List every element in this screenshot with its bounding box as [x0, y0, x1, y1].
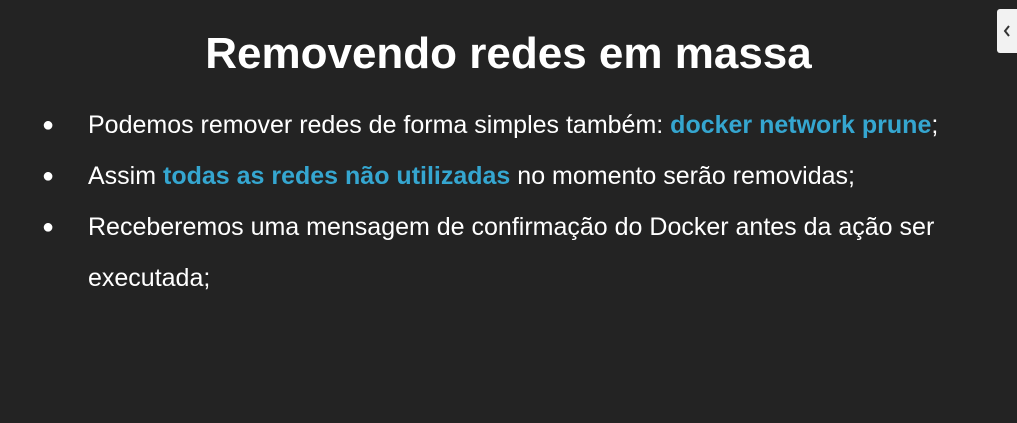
bullet-text: Assim	[88, 162, 163, 190]
bullet-marker: ●	[42, 165, 55, 187]
previous-slide-button[interactable]	[997, 9, 1017, 53]
bullet-highlight: docker network prune	[670, 111, 932, 139]
bullet-text: Podemos remover redes de forma simples também:	[88, 111, 671, 139]
bullet-highlight: todas as redes não utilizadas	[163, 162, 511, 190]
bullet-marker: ●	[42, 114, 55, 136]
chevron-left-icon	[1002, 24, 1012, 38]
bullet-text-end: no momento serão removidas;	[510, 162, 855, 190]
bullet-text-end: ;	[931, 111, 939, 139]
bullet-marker: ●	[42, 216, 55, 238]
bullet-item	[40, 100, 990, 151]
bullet-item	[40, 202, 990, 304]
bullet-item	[40, 151, 990, 202]
bullet-list	[40, 100, 990, 304]
slide-title: Removendo redes em massa	[205, 29, 812, 78]
bullet-text: Receberemos uma mensagem de confirmação do Docker antes da ação ser executada;	[88, 213, 935, 292]
